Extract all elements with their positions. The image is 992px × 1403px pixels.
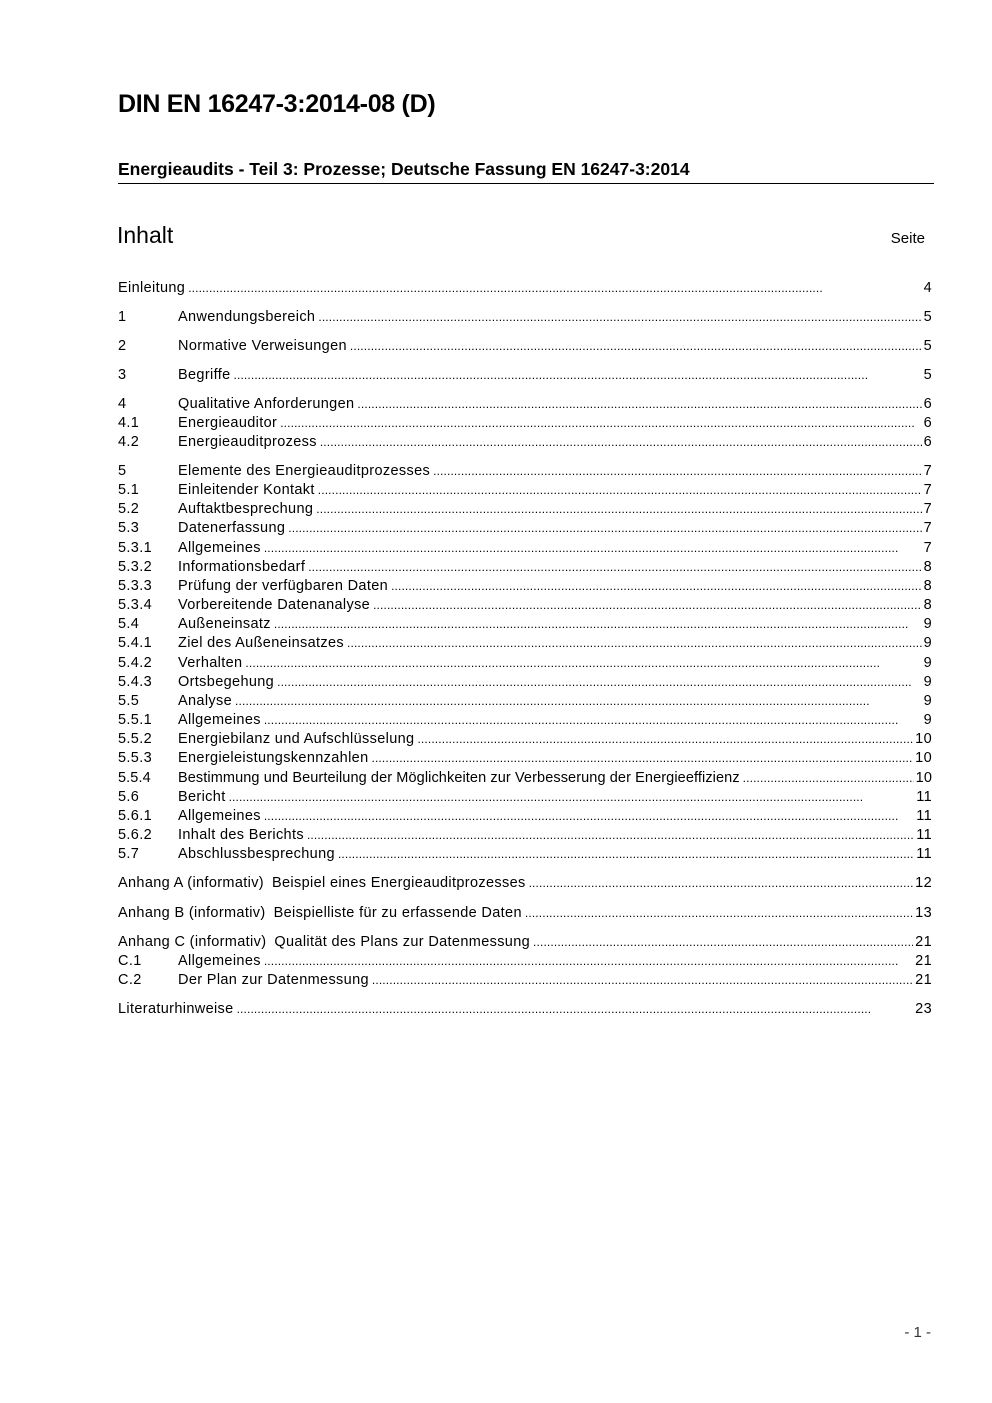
toc-entry-5-3-3[interactable]	[118, 577, 932, 596]
toc-entry-5[interactable]	[118, 462, 932, 481]
toc-entry-4[interactable]	[118, 395, 932, 414]
toc-entry-c-1[interactable]	[118, 952, 932, 971]
toc-entry-5-3-4[interactable]	[118, 596, 932, 615]
toc-entry-4-2[interactable]	[118, 433, 932, 452]
toc-leader-dots	[357, 395, 921, 414]
toc-entry-5-6-1[interactable]	[118, 807, 932, 826]
toc-entry-title: Prüfung der verfügbaren Daten	[178, 578, 389, 594]
toc-entry-page: 21	[915, 934, 932, 950]
toc-entry-number: 5.3	[118, 520, 140, 536]
toc-entry-title: Normative Verweisungen	[178, 338, 347, 354]
toc-entry-number: 5.6	[118, 789, 140, 805]
toc-entry-page: 8	[923, 578, 932, 594]
toc-entry-page: 21	[915, 953, 932, 969]
toc-entry-number: 4	[118, 396, 127, 412]
toc-entry-5-3-1[interactable]	[118, 539, 932, 558]
toc-leader-dots	[525, 904, 913, 923]
toc-entry-page: 5	[923, 338, 932, 354]
toc-entry-page: 21	[915, 972, 932, 988]
toc-heading: Inhalt	[117, 222, 174, 248]
toc-leader-dots	[234, 366, 922, 385]
toc-leader-dots	[433, 462, 921, 481]
toc-entry-page: 7	[923, 520, 932, 536]
toc-entry-title: Einleitung	[118, 280, 186, 296]
toc-entry-5-6[interactable]	[118, 788, 932, 807]
toc-entry-title: Allgemeines	[178, 540, 261, 556]
toc-leader-dots	[235, 692, 922, 711]
toc-page-column-label: Seite	[890, 230, 925, 247]
toc-entry-number: 5.1	[118, 482, 140, 498]
toc-entry-page: 11	[916, 827, 932, 843]
toc-leader-dots	[373, 596, 921, 615]
toc-leader-dots	[417, 730, 913, 749]
toc-leader-dots	[237, 1000, 914, 1019]
toc-leader-dots	[371, 749, 913, 768]
title-divider	[118, 183, 934, 184]
toc-leader-dots	[391, 577, 922, 596]
toc-leader-dots	[350, 337, 922, 356]
toc-entry-5-5-1[interactable]	[118, 711, 932, 730]
toc-entry-title: Verhalten	[178, 655, 243, 671]
toc-entry-number: 5.5	[118, 693, 140, 709]
toc-leader-dots	[274, 615, 922, 634]
toc-leader-dots	[280, 414, 921, 433]
toc-entry-number: 3	[118, 367, 127, 383]
toc-entry-title: Ziel des Außeneinsatzes	[178, 635, 345, 651]
toc-entry-title: Einleitender Kontakt	[178, 482, 315, 498]
toc-entry-5-4-1[interactable]	[118, 634, 932, 653]
toc-entry-title: Energiebilanz und Aufschlüsselung	[178, 731, 415, 747]
toc-leader-dots	[264, 539, 922, 558]
toc-entry-title: Informationsbedarf	[178, 559, 306, 575]
toc-entry-number: 5.5.4	[118, 770, 151, 786]
toc-leader-dots	[288, 519, 921, 538]
toc-entry-title: Ortsbegehung	[178, 674, 275, 690]
page-number-footer: - 1 -	[904, 1324, 931, 1341]
toc-entry-5-4[interactable]	[118, 615, 932, 634]
toc-leader-dots	[245, 654, 921, 673]
toc-entry-number: 2	[118, 338, 127, 354]
toc-leader-dots	[347, 634, 922, 653]
toc-entry-number: 5.2	[118, 501, 140, 517]
toc-leader-dots	[316, 500, 921, 519]
toc-entry-title: Bestimmung und Beurteilung der Möglichkeiten zur Verbesserung der Energieeffizienz	[178, 770, 740, 786]
toc-entry-number: 5.7	[118, 846, 140, 862]
toc-entry-1[interactable]	[118, 308, 932, 327]
toc-entry-page: 9	[923, 693, 932, 709]
toc-entry-page: 9	[923, 712, 932, 728]
toc-entry-page: 10	[915, 731, 932, 747]
toc-leader-dots	[320, 433, 922, 452]
toc-entry-page: 6	[923, 396, 932, 412]
toc-entry-anhang-b[interactable]	[118, 904, 932, 923]
toc-annex-label: Anhang A (informativ)	[118, 875, 264, 891]
toc-entry-number: C.1	[118, 953, 142, 969]
toc-entry-title: Analyse	[178, 693, 233, 709]
toc-leader-dots	[743, 769, 914, 788]
toc-entry-title: Begriffe	[178, 367, 231, 383]
toc-entry-c-2[interactable]	[118, 971, 932, 990]
toc-leader-dots	[264, 952, 913, 971]
toc-entry-page: 7	[923, 501, 932, 517]
toc-leader-dots	[318, 481, 922, 500]
document-number: DIN EN 16247-3:2014-08 (D)	[118, 90, 436, 118]
toc-entry-title: Bericht	[178, 789, 226, 805]
toc-entry-5-7[interactable]	[118, 845, 932, 864]
toc-entry-anhang-a[interactable]	[118, 874, 932, 893]
toc-entry-title: Beispiel eines Energieauditprozesses	[271, 875, 526, 891]
toc-entry-number: 5.3.1	[118, 540, 152, 556]
toc-entry-title: Energieleistungskennzahlen	[178, 750, 369, 766]
toc-entry-title: Literaturhinweise	[118, 1001, 234, 1017]
toc-entry-title: Energieauditprozess	[178, 434, 317, 450]
toc-entry-5-2[interactable]	[118, 500, 932, 519]
toc-entry-number: 5.4.2	[118, 655, 152, 671]
toc-entry-number: 5.6.2	[118, 827, 152, 843]
toc-leader-dots	[188, 279, 921, 298]
toc-entry-number: 5	[118, 463, 127, 479]
toc-entry-title: Qualitative Anforderungen	[178, 396, 355, 412]
toc-entry-page: 9	[923, 655, 932, 671]
toc-entry-5-5[interactable]	[118, 692, 932, 711]
toc-entry-page: 8	[923, 597, 932, 613]
toc-entry-page: 7	[923, 540, 932, 556]
toc-entry-5-3[interactable]	[118, 519, 932, 538]
toc-entry-page: 5	[923, 367, 932, 383]
toc-entry-title: Allgemeines	[178, 953, 261, 969]
toc-entry-number: 5.5.3	[118, 750, 152, 766]
toc-entry-page: 5	[923, 309, 932, 325]
toc-entry-einleitung[interactable]	[118, 279, 932, 298]
toc-leader-dots	[533, 933, 913, 952]
toc-entry-number: 5.4.3	[118, 674, 152, 690]
toc-entry-title: Beispielliste für zu erfassende Daten	[273, 905, 522, 921]
toc-entry-number: 1	[118, 309, 127, 325]
toc-entry-number: 5.6.1	[118, 808, 152, 824]
toc-entry-title: Abschlussbesprechung	[178, 846, 335, 862]
toc-entry-number: 5.4	[118, 616, 140, 632]
toc-leader-dots	[372, 971, 913, 990]
toc-entry-page: 8	[923, 559, 932, 575]
toc-entry-title: Qualität des Plans zur Datenmessung	[274, 934, 531, 950]
toc-entry-2[interactable]	[118, 337, 932, 356]
toc-entry-title: Auftaktbesprechung	[178, 501, 314, 517]
toc-entry-title: Vorbereitende Datenanalyse	[178, 597, 371, 613]
toc-entry-anhang-c[interactable]	[118, 933, 932, 952]
toc-leader-dots	[277, 673, 921, 692]
toc-entry-5-6-2[interactable]	[118, 826, 932, 845]
toc-entry-page: 9	[923, 635, 932, 651]
toc-entry-page: 11	[916, 846, 932, 862]
toc-entry-4-1[interactable]	[118, 414, 932, 433]
toc-entry-5-4-2[interactable]	[118, 654, 932, 673]
toc-entry-5-5-4[interactable]	[118, 769, 932, 788]
toc-entry-5-5-3[interactable]	[118, 749, 932, 768]
toc-entry-title: Allgemeines	[178, 712, 261, 728]
toc-entry-page: 12	[915, 875, 932, 891]
toc-entry-page: 6	[923, 415, 932, 431]
toc-leader-dots	[318, 308, 921, 327]
toc-entry-page: 9	[923, 674, 932, 690]
toc-entry-title: Anwendungsbereich	[178, 309, 316, 325]
toc-annex-label: Anhang C (informativ)	[118, 934, 267, 950]
toc-entry-number: 5.3.2	[118, 559, 152, 575]
toc-entry-3[interactable]	[118, 366, 932, 385]
toc-entry-title: Datenerfassung	[178, 520, 286, 536]
toc-entry-page: 23	[915, 1001, 932, 1017]
toc-entry-page: 7	[923, 482, 932, 498]
document-subtitle: Energieaudits - Teil 3: Prozesse; Deutsche Fassung EN 16247-3:2014	[118, 159, 690, 179]
toc-entry-number: 5.5.2	[118, 731, 152, 747]
toc-entry-page: 10	[915, 770, 932, 786]
toc-entry-title: Außeneinsatz	[178, 616, 271, 632]
toc-entry-page: 13	[915, 905, 932, 921]
toc-entry-title: Der Plan zur Datenmessung	[178, 972, 369, 988]
toc-entry-number: 5.3.4	[118, 597, 152, 613]
toc-leader-dots	[229, 788, 915, 807]
toc-entry-page: 9	[923, 616, 932, 632]
toc-entry-number: 5.5.1	[118, 712, 152, 728]
toc-entry-5-4-3[interactable]	[118, 673, 932, 692]
toc-leader-dots	[264, 807, 914, 826]
toc-entry-title: Energieauditor	[178, 415, 278, 431]
toc-annex-label: Anhang B (informativ)	[118, 905, 266, 921]
toc-entry-5-1[interactable]	[118, 481, 932, 500]
toc-entry-title: Elemente des Energieauditprozesses	[178, 463, 431, 479]
toc-leader-dots	[308, 558, 921, 577]
toc-entry-page: 11	[916, 789, 932, 805]
toc-entry-page: 10	[915, 750, 932, 766]
toc-entry-literaturhinweise[interactable]	[118, 1000, 932, 1019]
toc-entry-page: 4	[923, 280, 932, 296]
toc-entry-number: 5.4.1	[118, 635, 152, 651]
toc-entry-title: Allgemeines	[178, 808, 261, 824]
toc-entry-number: 4.2	[118, 434, 140, 450]
toc-entry-title: Inhalt des Berichts	[178, 827, 304, 843]
toc-entry-page: 7	[923, 463, 932, 479]
toc-entry-number: 4.1	[118, 415, 140, 431]
toc-leader-dots	[264, 711, 922, 730]
toc-entry-page: 11	[916, 808, 932, 824]
toc-leader-dots	[307, 826, 914, 845]
toc-leader-dots	[529, 874, 914, 893]
toc-entry-number: 5.3.3	[118, 578, 152, 594]
toc-entry-5-5-2[interactable]	[118, 730, 932, 749]
toc-entry-page: 6	[923, 434, 932, 450]
toc-leader-dots	[338, 845, 914, 864]
toc-entry-number: C.2	[118, 972, 142, 988]
toc-entry-5-3-2[interactable]	[118, 558, 932, 577]
